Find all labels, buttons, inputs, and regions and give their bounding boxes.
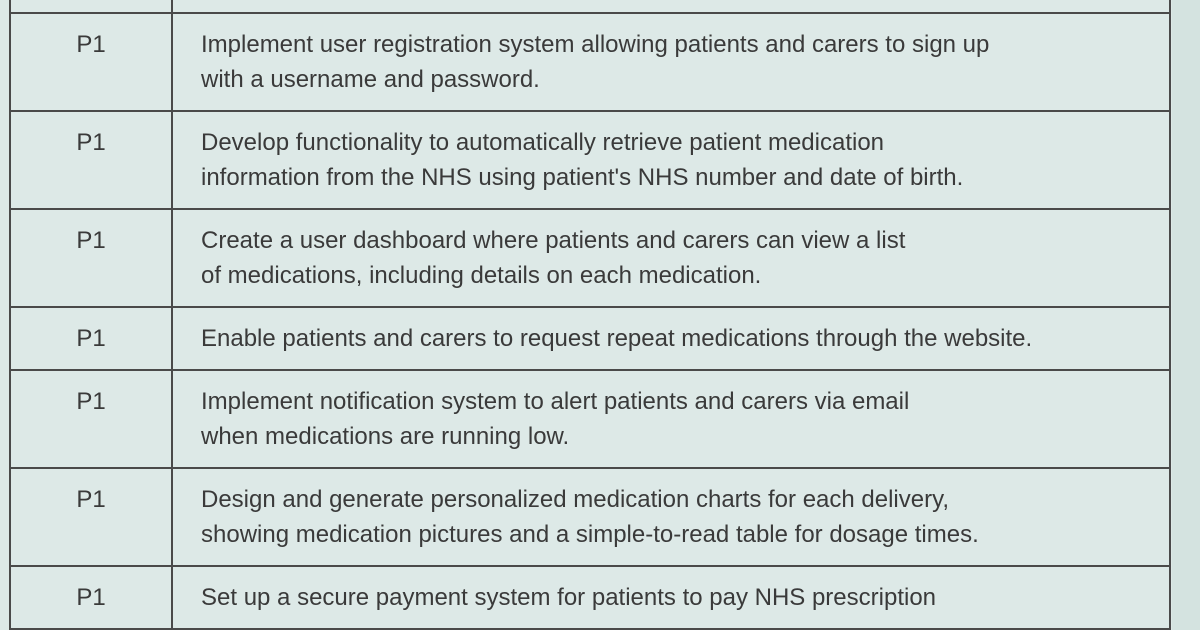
- priority-label: P1: [76, 227, 106, 254]
- table-row: [10, 468, 1170, 566]
- description-cell: [172, 468, 1170, 566]
- description-line: when medications are running low.: [201, 423, 570, 450]
- table-row: [10, 370, 1170, 468]
- description-cell: [172, 370, 1170, 468]
- description-cell: [172, 111, 1170, 209]
- description-line: Develop functionality to automatically retrieve patient medication: [201, 129, 885, 156]
- description-line: Implement user registration system allowing patients and carers to sign up: [201, 31, 990, 58]
- priority-cell: [10, 370, 172, 468]
- table-row: [10, 307, 1170, 370]
- priority-cell: [10, 307, 172, 370]
- description-line: showing medication pictures and a simple-to-read table for dosage times.: [201, 521, 979, 548]
- description-cell: [172, 13, 1170, 111]
- description-line: Set up a secure payment system for patients to pay NHS prescription: [201, 584, 937, 611]
- priority-label: P1: [76, 325, 106, 352]
- priority-label: P1: [76, 388, 106, 415]
- priority-cell: [10, 0, 172, 13]
- description-cell: [172, 0, 1170, 13]
- priority-cell: [10, 111, 172, 209]
- priority-cell: [10, 468, 172, 566]
- priority-label: P1: [76, 486, 106, 513]
- requirements-table: [9, 0, 1171, 630]
- description-cell: [172, 307, 1170, 370]
- description-line: Create a user dashboard where patients and carers can view a list: [201, 227, 906, 254]
- table-row-partial: [10, 0, 1170, 13]
- description-line: of medications, including details on each medication.: [201, 262, 762, 289]
- table-row: [10, 111, 1170, 209]
- description-line: Design and generate personalized medication charts for each delivery,: [201, 486, 949, 513]
- requirements-table-body: [10, 0, 1170, 629]
- description-cell: [172, 566, 1170, 629]
- priority-cell: [10, 566, 172, 629]
- description-line: information from the NHS using patient's NHS number and date of birth.: [201, 164, 964, 191]
- priority-cell: [10, 209, 172, 307]
- table-row: [10, 13, 1170, 111]
- table-row: [10, 566, 1170, 629]
- priority-cell: [10, 13, 172, 111]
- description-line: Enable patients and carers to request repeat medications through the website.: [201, 325, 1033, 352]
- priority-label: P1: [76, 584, 106, 611]
- table-row: [10, 209, 1170, 307]
- page-margin: [1172, 0, 1200, 630]
- description-cell: [172, 209, 1170, 307]
- priority-label: P1: [76, 31, 106, 58]
- priority-label: P1: [76, 129, 106, 156]
- description-line: with a username and password.: [201, 66, 540, 93]
- description-line: Implement notification system to alert patients and carers via email: [201, 388, 910, 415]
